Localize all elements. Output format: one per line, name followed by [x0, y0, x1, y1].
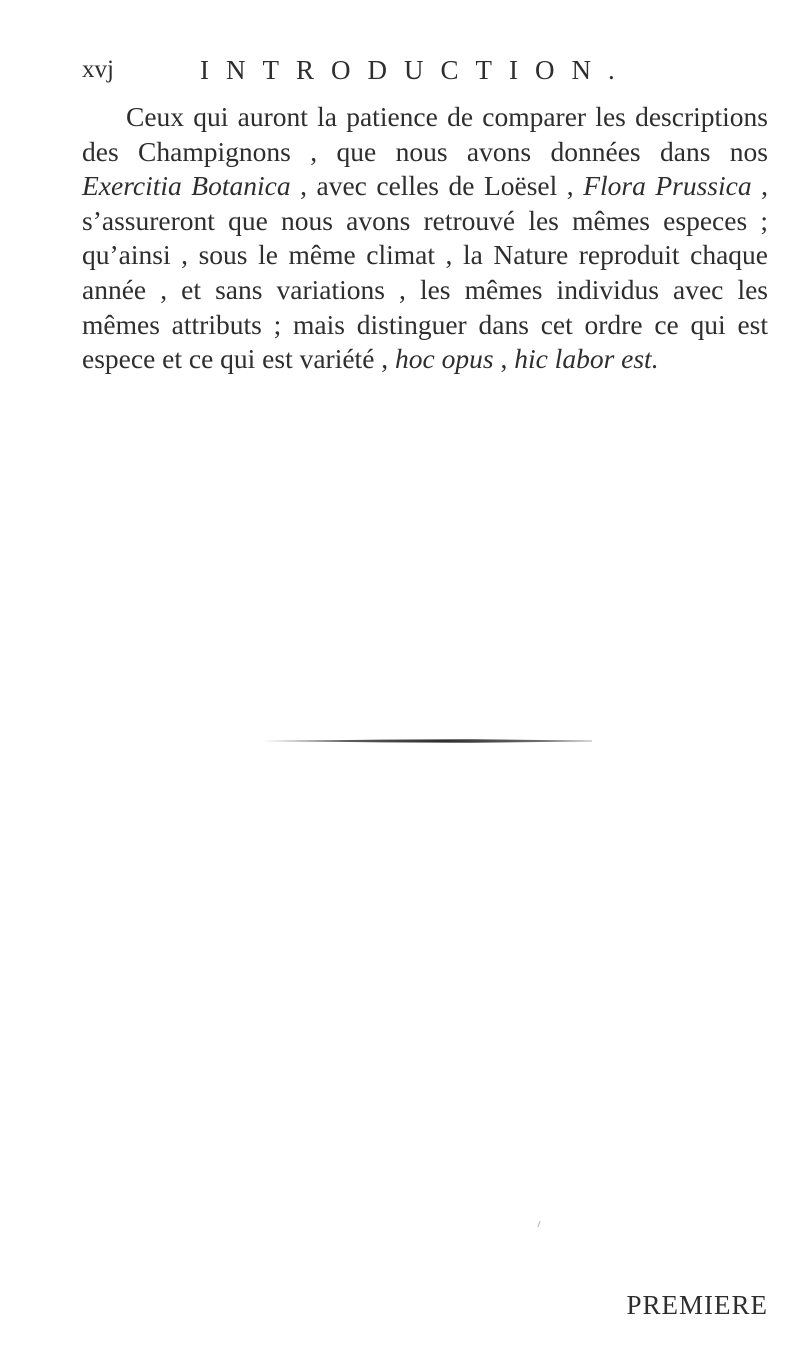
catchword: PREMIERE	[626, 1290, 768, 1320]
paper-speck	[537, 1214, 541, 1220]
text-segment: Ceux qui auront la patience de comparer les descriptions des Champignons , que nous avons données dans nos	[82, 101, 768, 167]
italic-phrase-hic-labor: hic labor est.	[514, 343, 659, 375]
page-number: xvj	[82, 56, 114, 83]
italic-title-exercitia: Exercitia Botanica	[82, 170, 291, 202]
body-paragraph	[82, 100, 768, 377]
text-segment: , s’assureront que nous avons retrouvé les mêmes especes ; qu’ainsi , sous le même climat , la Nature reproduit chaque année , et sans variations , les mêmes individus avec les mêmes attributs ; mais distinguer dans cet ordre ce qui est espece et ce qui est variété ,	[82, 170, 769, 375]
text-segment: , avec celles de Loësel ,	[290, 170, 584, 202]
italic-phrase-hoc-opus: hoc opus	[395, 343, 494, 375]
italic-title-flora: Flora Prussica	[583, 170, 752, 202]
ornamental-rule-graphic	[262, 739, 592, 743]
running-head	[82, 50, 740, 90]
text-segment: ,	[493, 343, 515, 375]
ornamental-rule	[262, 739, 592, 743]
running-title: INTRODUCTION.	[200, 55, 632, 85]
